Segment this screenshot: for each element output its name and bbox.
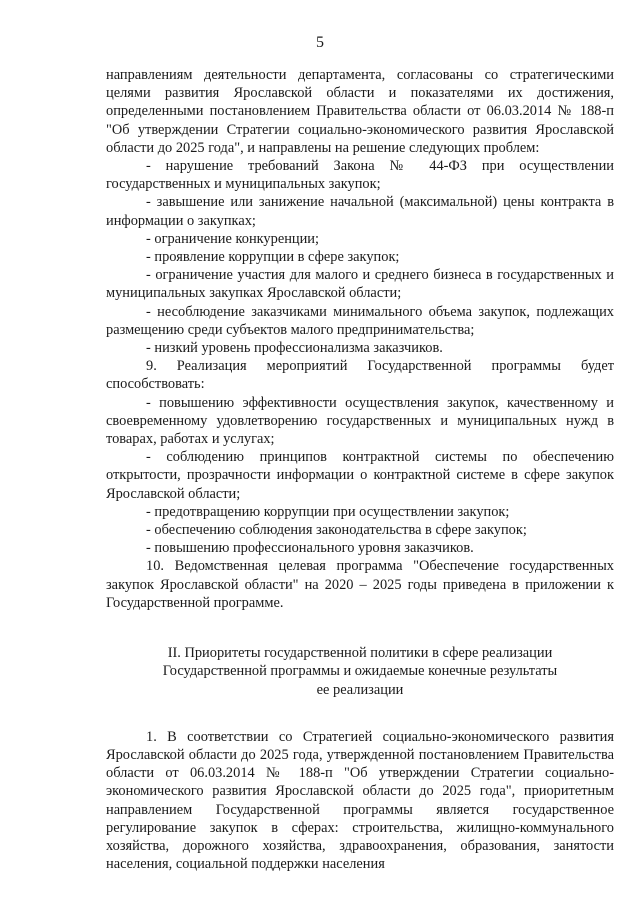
problem-item: - низкий уровень профессионализма заказчиков.	[146, 340, 443, 357]
page-number: 5	[316, 34, 324, 51]
problem-item: - нарушение требований Закона № 44-ФЗ при осуществлении государственных и муниципальных закупок;	[106, 158, 614, 193]
section-heading-line: II. Приоритеты государственной политики в сфере реализации	[167, 645, 553, 662]
problem-item: - ограничение конкуренции;	[146, 230, 320, 247]
section-heading-line: ее реализации	[316, 681, 404, 698]
paragraph-9: 9. Реализация мероприятий Государственной программы будет способствовать:	[106, 358, 614, 393]
document-body	[106, 66, 614, 873]
problem-item: - ограничение участия для малого и среднего бизнеса в государственных и муниципальных закупках Ярославской области;	[106, 267, 614, 302]
section-heading-line: Государственной программы и ожидаемые конечные результаты	[162, 663, 558, 680]
problem-item: - несоблюдение заказчиками минимального объема закупок, подлежащих размещению среди субъектов малого предпринимательства;	[106, 303, 614, 338]
paragraph-intro: направлениям деятельности департамента, согласованы со стратегическими целями развития Ярославской области и показателями их достижения, определенными постановлением Правительства области от 06.03.2014 № 188-п "Об утверждении Стратегии социально-экономического развития Ярославской области до 2025 года", и направлены на решение следующих проблем:	[106, 67, 614, 156]
result-item: - соблюдению принципов контрактной системы по обеспечению открытости, прозрачности информации о контрактной системе в сфере закупок Ярославской области;	[106, 449, 614, 502]
problem-item: - завышение или занижение начальной (максимальной) цены контракта в информации о закупках;	[106, 194, 614, 229]
paragraph-10: 10. Ведомственная целевая программа "Обеспечение государственных закупок Ярославской области" на 2020 – 2025 годы приведена в приложении к Государственной программе.	[106, 558, 614, 611]
section-heading	[106, 644, 614, 699]
problem-item: - проявление коррупции в сфере закупок;	[146, 249, 400, 266]
result-item: - обеспечению соблюдения законодательства в сфере закупок;	[146, 522, 527, 539]
result-item: - предотвращению коррупции при осуществлении закупок;	[146, 503, 510, 520]
result-item: - повышению эффективности осуществления закупок, качественному и своевременному удовлетворению государственных и муниципальных нужд в товарах, работах и услугах;	[106, 394, 614, 448]
section-paragraph-1: 1. В соответствии со Стратегией социально-экономического развития Ярославской области до 2025 года, утвержденной постановлением Правительства области от 06.03.2014 № 188-п "Об утверждении Стратегии социально-экономического развития Ярославской области до 2025 года", приоритетным направлением Государственной программы является государственное регулирование закупок в сферах: строительства, жилищно-коммунального хозяйства, дорожного хозяйства, здравоохранения, образования, занятости населения, социальной поддержки населения	[106, 728, 614, 873]
result-item: - повышению профессионального уровня заказчиков.	[146, 540, 474, 557]
